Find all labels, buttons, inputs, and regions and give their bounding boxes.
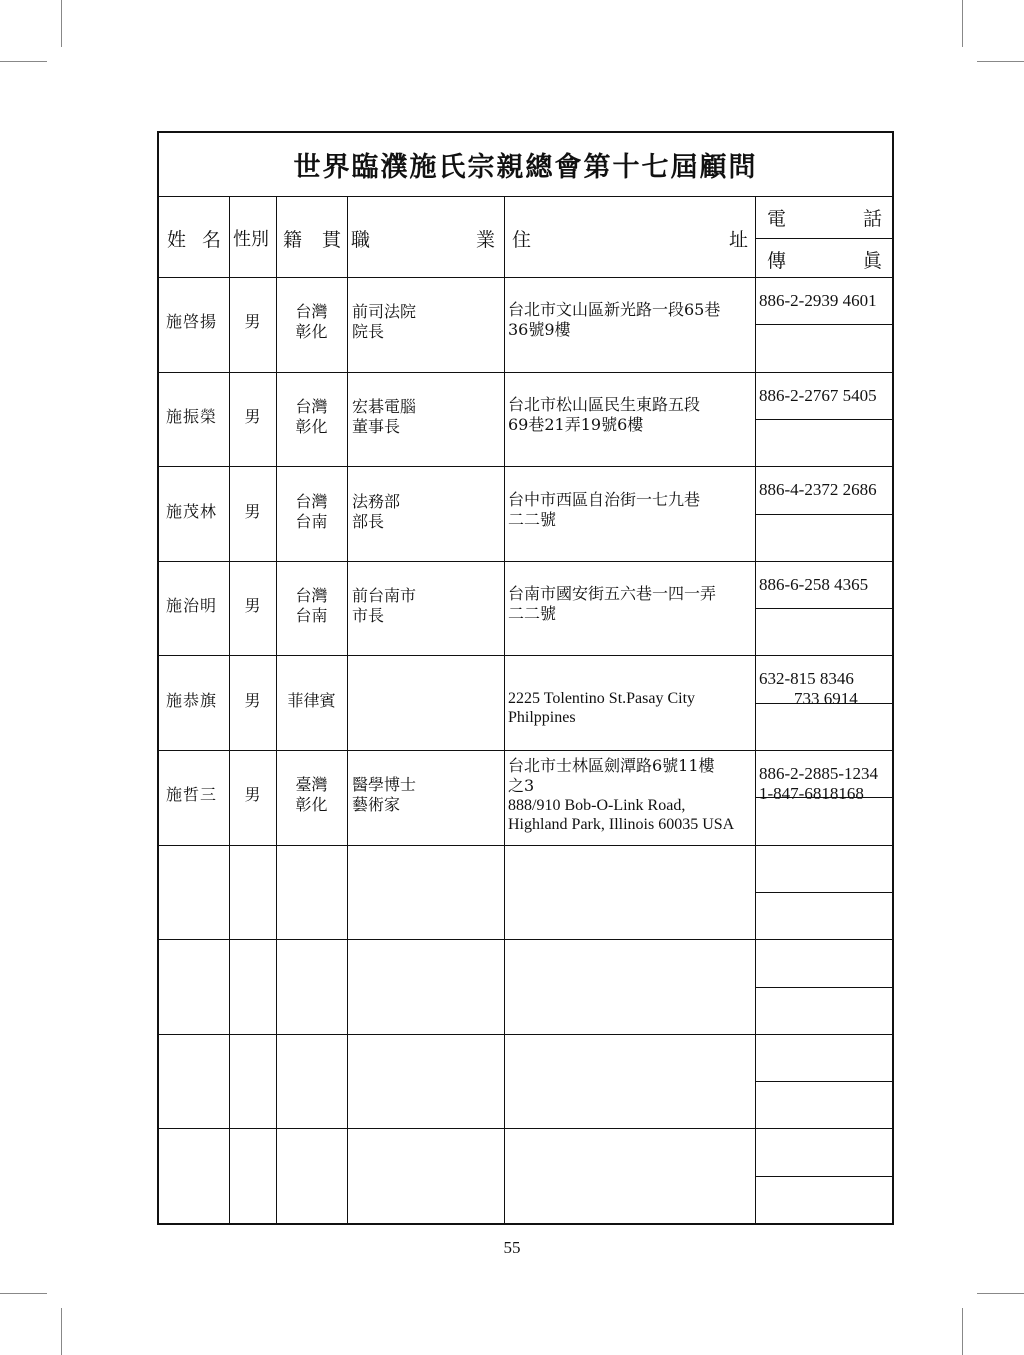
- occupation: 醫學博士 藝術家: [352, 775, 417, 815]
- crop-mark: [977, 1293, 1024, 1294]
- header-address: 住 址: [512, 229, 748, 251]
- header-occupation: 職 業: [351, 229, 495, 251]
- gender: 男: [244, 312, 261, 332]
- gender: 男: [244, 501, 261, 521]
- column-divider: [347, 196, 348, 1223]
- header-origin: 籍 貫: [283, 229, 341, 251]
- page-title: 世界臨濮施氏宗親總會第十七屆顧問: [159, 133, 892, 197]
- row-divider: [159, 372, 892, 373]
- row-divider: [159, 561, 892, 562]
- address: 台北市士林區劍潭路6號11樓 之3 888/910 Bob-O-Link Road, Highland Park, Illinois 60035 USA: [508, 756, 735, 833]
- header-fax: 傳 眞: [767, 250, 882, 272]
- gender: 男: [244, 690, 261, 710]
- column-divider: [755, 196, 756, 1223]
- gender: 男: [244, 596, 261, 616]
- row-divider: [159, 466, 892, 467]
- crop-mark: [0, 1293, 47, 1294]
- crop-mark: [61, 1308, 62, 1355]
- phone-fax-divider: [755, 1176, 892, 1177]
- address: 台南市國安街五六巷一四一弄 二二號: [508, 584, 717, 624]
- phone-fax-divider: [755, 419, 892, 420]
- person-name: 施治明: [166, 596, 218, 616]
- occupation: 宏碁電腦 董事長: [352, 396, 417, 436]
- phone-number: 632-815 8346 733 6914: [759, 669, 858, 709]
- address: 2225 Tolentino St.Pasay City Philppines: [508, 689, 696, 726]
- address: 台北市松山區民生東路五段 69巷21弄19號6樓: [508, 394, 701, 434]
- origin: 台灣 彰化: [295, 396, 328, 436]
- occupation: 前台南市 市長: [352, 586, 417, 626]
- origin: 菲律賓: [287, 690, 336, 710]
- advisor-table: [157, 131, 894, 1225]
- phone-number: 886-2-2939 4601: [759, 291, 877, 310]
- person-name: 施振榮: [166, 406, 218, 426]
- row-divider: [159, 655, 892, 656]
- phone-fax-divider: [755, 514, 892, 515]
- crop-mark: [977, 61, 1024, 62]
- person-name: 施恭旗: [166, 690, 218, 710]
- phone-fax-divider: [755, 1081, 892, 1082]
- phone-fax-divider: [755, 608, 892, 609]
- phone-number: 886-6-258 4365: [759, 574, 869, 594]
- phone-number: 886-4-2372 2686: [759, 480, 877, 500]
- header-phone: 電 話: [767, 208, 882, 230]
- row-divider: [159, 1034, 892, 1035]
- header-divider: [755, 238, 892, 239]
- page-number: 55: [503, 1238, 521, 1257]
- phone-fax-divider: [755, 324, 892, 325]
- occupation: 法務部 部長: [352, 491, 401, 531]
- origin: 台灣 台南: [295, 586, 328, 626]
- header-name: 姓 名: [167, 229, 221, 251]
- crop-mark: [0, 61, 47, 62]
- row-divider: [159, 939, 892, 940]
- header-gender: 性別: [233, 229, 269, 250]
- row-divider: [159, 750, 892, 751]
- gender: 男: [244, 406, 261, 426]
- column-divider: [504, 196, 505, 1223]
- crop-mark: [962, 1308, 963, 1355]
- person-name: 施啓揚: [166, 312, 218, 332]
- address: 台中市西區自治街一七九巷 二二號: [508, 489, 701, 529]
- origin: 台灣 彰化: [295, 302, 328, 342]
- occupation: 前司法院 院長: [352, 302, 417, 342]
- gender: 男: [244, 785, 261, 805]
- phone-number: 886-2-2885-1234 1-847-6818168: [759, 764, 878, 803]
- row-divider: [159, 1128, 892, 1129]
- person-name: 施哲三: [166, 785, 218, 805]
- phone-fax-divider: [755, 987, 892, 988]
- origin: 台灣 台南: [295, 491, 328, 531]
- origin: 臺灣 彰化: [295, 775, 328, 815]
- person-name: 施茂林: [166, 501, 218, 521]
- phone-fax-divider: [755, 892, 892, 893]
- row-divider: [159, 845, 892, 846]
- address: 台北市文山區新光路一段65巷 36號9樓: [508, 300, 721, 340]
- phone-number: 886-2-2767 5405: [759, 385, 877, 405]
- crop-mark: [61, 0, 62, 47]
- header-bottom-line: [159, 277, 892, 278]
- crop-mark: [962, 0, 963, 47]
